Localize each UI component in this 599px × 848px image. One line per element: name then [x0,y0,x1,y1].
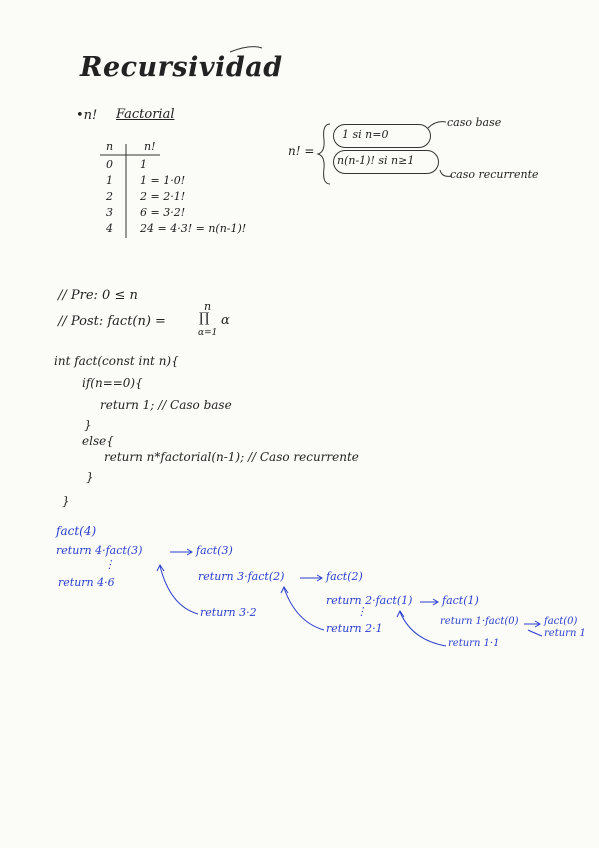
table-cell-value: 1 = 1·0! [140,174,186,187]
table-cell-value: 1 [140,158,147,171]
table-cell-n: 2 [106,190,113,203]
trace-dots: ⋮ [356,605,367,618]
recursive-case-label: caso recurrente [450,168,539,181]
trace-step: return 2·fact(1) [326,594,413,607]
table-cell-n: 1 [106,174,113,187]
table-cell-n: 4 [106,222,113,235]
trace-next-call: fact(1) [442,594,479,607]
table-cell-n: 3 [106,206,113,219]
factorial-heading: Factorial [116,107,175,122]
code-line: } [86,470,94,484]
trace-step: return 4·fact(3) [56,544,143,557]
trace-return: return 3·2 [200,606,257,619]
trace-result: return 4·6 [58,576,115,589]
code-line: } [84,418,92,432]
postcondition: // Post: fact(n) = [58,314,166,329]
table-header-nfact: n! [144,140,156,153]
definition-lhs: n! = [288,144,315,158]
code-line: return n*factorial(n-1); // Caso recurrente [104,450,359,464]
trace-next-call: fact(0) [544,616,578,627]
trace-return: return 1 [544,628,586,639]
code-line: return 1; // Caso base [100,398,232,412]
product-lower: α=1 [198,328,218,338]
trace-step: return 3·fact(2) [198,570,285,583]
product-upper: n [204,300,212,313]
trace-next-call: fact(2) [326,570,363,583]
trace-next-call: fact(3) [196,544,233,557]
product-symbol: ∏ [199,311,210,326]
code-line: if(n==0){ [82,376,143,390]
factorial-heading-prefix: •n! [76,108,98,123]
trace-step: return 1·fact(0) [440,616,519,627]
code-line: int fact(const int n){ [54,354,179,368]
table-header-n: n [106,140,114,153]
precondition: // Pre: 0 ≤ n [58,288,138,303]
code-line: } [62,494,70,508]
table-cell-value: 2 = 2·1! [140,190,186,203]
base-case: 1 si n=0 [342,128,389,141]
table-cell-value: 24 = 4·3! = n(n-1)! [140,222,247,235]
trace-dots: ⋮ [104,558,115,571]
product-term: α [221,313,230,328]
trace-call: fact(4) [56,524,97,538]
table-cell-value: 6 = 3·2! [140,206,186,219]
table-cell-n: 0 [106,158,113,171]
base-case-label: caso base [447,116,502,129]
page-title: Recursividad [80,52,283,83]
recursive-case: n(n-1)! si n≥1 [337,154,415,167]
trace-return: return 1·1 [448,638,500,649]
trace-return: return 2·1 [326,622,383,635]
code-line: else{ [82,434,114,448]
